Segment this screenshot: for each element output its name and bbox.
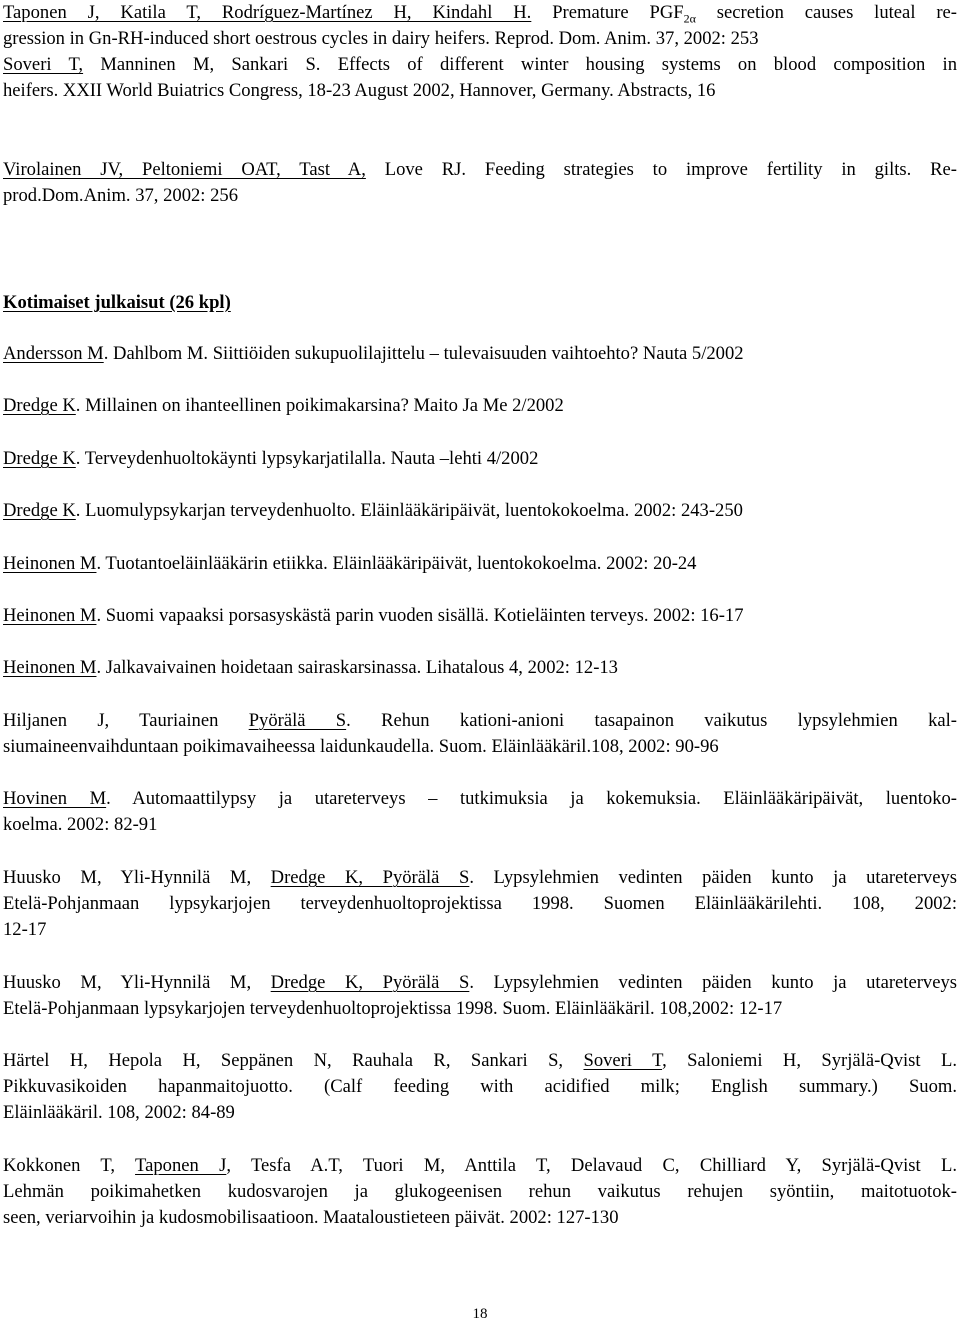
- reference-hovinen: [3, 786, 957, 838]
- reference-authors-underlined: Taponen J, Katila T, Rodríguez-Martínez H, Kindahl H.: [3, 2, 532, 23]
- reference-text: . Terveydenhuoltokäynti lypsykarjatilalla. Nauta –lehti 4/2002: [75, 448, 539, 469]
- reference-author-underlined: Dredge K, Pyörälä S: [270, 867, 470, 888]
- reference-author-underlined: Dredge K: [3, 448, 76, 469]
- reference-soveri: [3, 52, 957, 104]
- reference-authors-underlined: Virolainen JV, Peltoniemi OAT, Tast A,: [3, 159, 366, 180]
- reference-line: koelma. 2002: 82-91: [3, 814, 158, 835]
- reference-entry: [3, 446, 957, 472]
- reference-text: secretion causes luteal re-: [695, 2, 957, 23]
- reference-author-underlined: Hovinen M: [3, 788, 107, 809]
- reference-entry: [3, 603, 957, 629]
- reference-text: Kokkonen T,: [3, 1155, 136, 1176]
- reference-author-underlined: Taponen J: [135, 1155, 227, 1176]
- reference-text: . Jalkavaivainen hoidetaan sairaskarsinassa. Lihatalous 4, 2002: 12-13: [96, 657, 618, 678]
- reference-hiljanen: [3, 708, 957, 760]
- reference-author-underlined: Soveri T: [583, 1050, 663, 1071]
- reference-author-underlined: Andersson M: [3, 343, 104, 364]
- reference-text: . Millainen on ihanteellinen poikimakarsina? Maito Ja Me 2/2002: [75, 395, 564, 416]
- reference-text: . Lypsylehmien vedinten päiden kunto ja utareterveys: [469, 867, 957, 888]
- reference-text: , Tesfa A.T, Tuori M, Anttila T, Delavaud C, Chilliard Y, Syrjälä-Qvist L.: [226, 1155, 958, 1176]
- reference-line: Eläinlääkäril. 108, 2002: 84-89: [3, 1102, 235, 1123]
- reference-text: . Suomi vapaaksi porsasyskästä parin vuoden sisällä. Kotieläinten terveys. 2002: 16-17: [96, 605, 744, 626]
- reference-huusko-1: [3, 865, 957, 943]
- reference-entry: [3, 498, 957, 524]
- reference-line: Etelä-Pohjanmaan lypsykarjojen terveydenhuoltoprojektissa 1998. Suom. Eläinlääkäril. 108,2002: 12-17: [3, 998, 783, 1019]
- reference-author-underlined: Dredge K, Pyörälä S: [270, 972, 470, 993]
- reference-text: . Automaattilypsy ja utareterveys – tutkimuksia ja kokemuksia. Eläinlääkäripäivät, luentoko-: [106, 788, 957, 809]
- reference-text: . Dahlbom M. Siittiöiden sukupuolilajittelu – tulevaisuuden vaihtoehto? Nauta 5/2002: [103, 343, 744, 364]
- subscript: 2α: [683, 11, 696, 26]
- reference-line: siumaineenvaihduntaan poikimavaiheessa laidunkaudella. Suom. Eläinlääkäril.108, 2002: 90-96: [3, 736, 719, 757]
- section-heading: Kotimaiset julkaisut (26 kpl): [3, 292, 231, 313]
- reference-kokkonen: [3, 1153, 957, 1231]
- reference-line: [3, 865, 957, 891]
- page-number: 18: [472, 1306, 488, 1322]
- reference-author-underlined: Dredge K: [3, 500, 76, 521]
- reference-text: . Tuotantoeläinlääkärin etiikka. Eläinlääkäripäivät, luentokokoelma. 2002: 20-24: [96, 553, 697, 574]
- reference-line: [3, 52, 957, 78]
- reference-entry: [3, 551, 957, 577]
- reference-author-underlined: Heinonen M: [3, 657, 97, 678]
- reference-text: Hiljanen J, Tauriainen: [3, 710, 249, 731]
- reference-text: Premature PGF: [531, 2, 684, 23]
- reference-text: Huusko M, Yli-Hynnilä M,: [3, 867, 271, 888]
- reference-line: seen, veriarvoihin ja kudosmobilisaatioon. Maataloustieteen päivät. 2002: 127-130: [3, 1207, 619, 1228]
- reference-text: Manninen M, Sankari S. Effects of different winter housing systems on blood composition in: [83, 54, 958, 75]
- reference-line: heifers. XXII World Buiatrics Congress, 18-23 August 2002, Hannover, Germany. Abstracts, 16: [3, 80, 716, 101]
- reference-line: [3, 1153, 957, 1179]
- reference-line: Etelä-Pohjanmaan lypsykarjojen terveydenhuoltoprojektissa 1998. Suomen Eläinlääkärilehti. 108, 2002:: [3, 893, 957, 914]
- reference-line: [3, 708, 957, 734]
- reference-author-underlined: Pyörälä S: [248, 710, 347, 731]
- reference-line: Pikkuvasikoiden hapanmaitojuotto. (Calf feeding with acidified milk; English summary.) Suom.: [3, 1076, 957, 1097]
- reference-text: Love RJ. Feeding strategies to improve fertility in gilts. Re-: [365, 159, 957, 180]
- reference-virolainen: [3, 157, 957, 209]
- reference-text: Huusko M, Yli-Hynnilä M,: [3, 972, 271, 993]
- reference-line: [3, 970, 957, 996]
- reference-authors-underlined: Soveri T,: [3, 54, 84, 75]
- reference-text: Härtel H, Hepola H, Seppänen N, Rauhala R, Sankari S,: [3, 1050, 584, 1071]
- reference-hartel: [3, 1048, 957, 1126]
- reference-author-underlined: Dredge K: [3, 395, 76, 416]
- reference-line: [3, 786, 957, 812]
- reference-line: prod.Dom.Anim. 37, 2002: 256: [3, 185, 239, 206]
- reference-text: . Luomulypsykarjan terveydenhuolto. Eläinlääkäripäivät, luentokokoelma. 2002: 243-250: [75, 500, 743, 521]
- reference-line: [3, 157, 957, 183]
- reference-text: . Rehun kationi-anioni tasapainon vaikutus lypsylehmien kal-: [346, 710, 957, 731]
- reference-line: [3, 1048, 957, 1074]
- reference-line: Lehmän poikimahetken kudosvarojen ja glukogeenisen rehun vaikutus rehujen syöntiin, maitotuotok-: [3, 1181, 957, 1202]
- reference-entry: [3, 393, 957, 419]
- reference-author-underlined: Heinonen M: [3, 553, 97, 574]
- reference-huusko-2: [3, 970, 957, 1022]
- reference-author-underlined: Heinonen M: [3, 605, 97, 626]
- reference-line: gression in Gn-RH-induced short oestrous cycles in dairy heifers. Reprod. Dom. Anim. 37, 2002: 253: [3, 28, 759, 49]
- reference-taponen: [3, 0, 957, 52]
- reference-text: , Saloniemi H, Syrjälä-Qvist L.: [662, 1050, 957, 1071]
- reference-entry: [3, 655, 957, 681]
- reference-text: . Lypsylehmien vedinten päiden kunto ja utareterveys: [469, 972, 957, 993]
- reference-line: 12-17: [3, 919, 47, 940]
- reference-line: [3, 0, 957, 26]
- reference-entry: [3, 341, 957, 367]
